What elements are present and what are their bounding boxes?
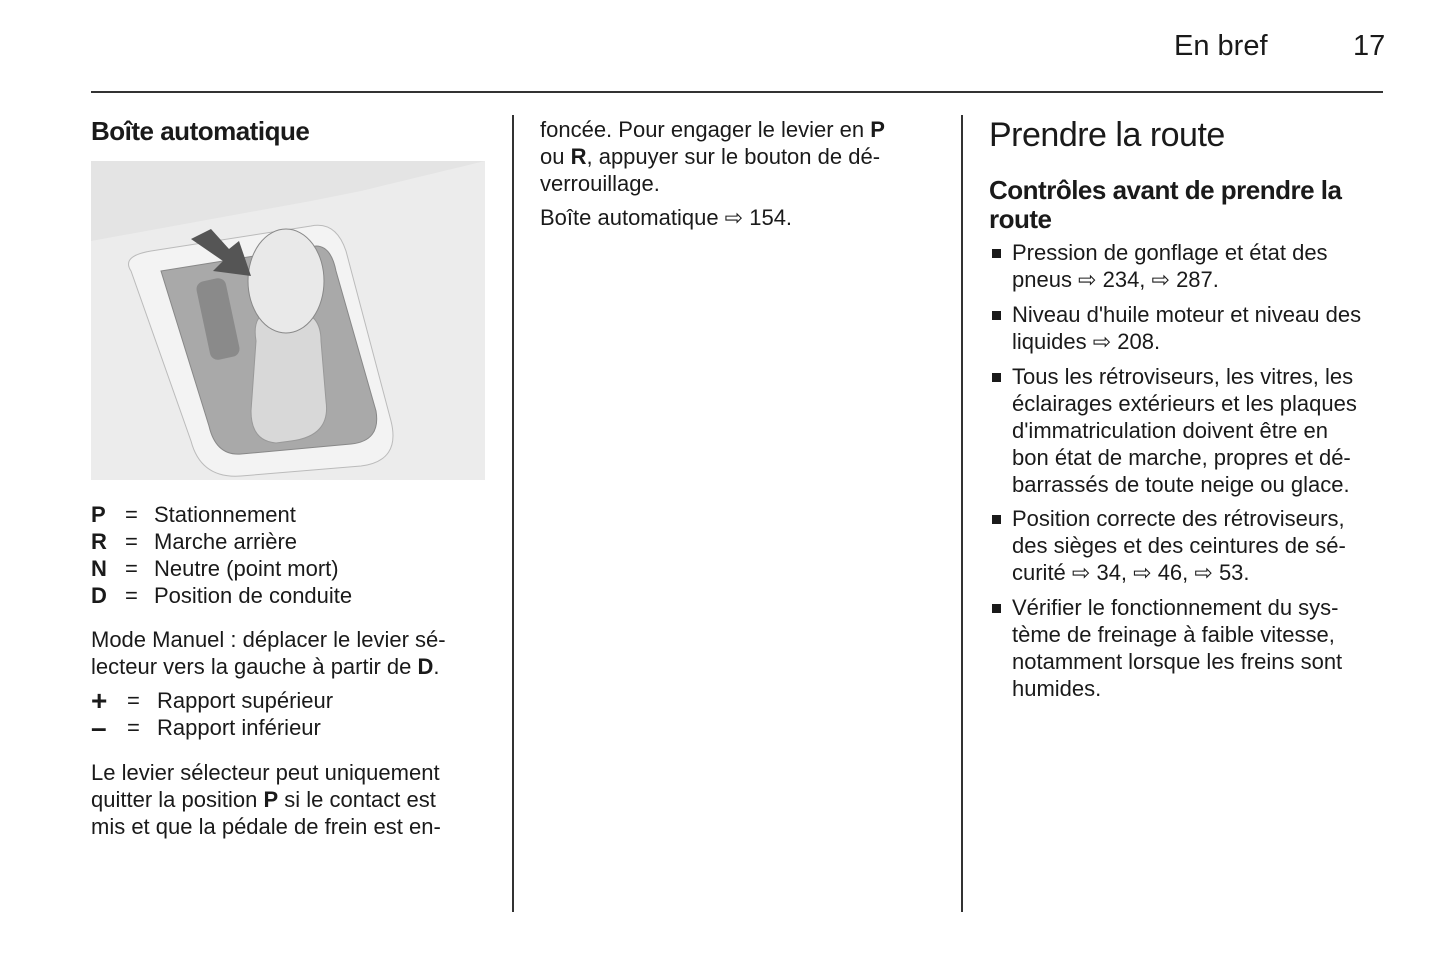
lever-text — [91, 786, 436, 813]
minus-icon: – — [91, 712, 107, 743]
text: foncée. Pour engager le levier en — [540, 117, 871, 142]
checklist-text: d'immatriculation doivent être en — [1012, 418, 1329, 443]
bold-key: P — [263, 787, 279, 812]
text: lecteur vers la gauche à partir de — [91, 654, 418, 679]
page-number: 17 — [1353, 30, 1386, 62]
legend-key: P — [91, 502, 106, 527]
column-divider — [961, 115, 963, 912]
subsection-title: route — [989, 204, 1052, 234]
page-reference-link[interactable]: Boîte automatique ⇨ 154. — [540, 205, 793, 230]
text: quitter la position — [91, 787, 264, 812]
text: , appuyer sur le bouton de dé- — [586, 144, 881, 169]
manual-mode-text: Mode Manuel : déplacer le levier sé- — [91, 627, 446, 652]
checklist-text: tème de freinage à faible vitesse, — [1012, 622, 1335, 647]
legend-eq: = — [125, 502, 138, 527]
lever-text: mis et que la pédale de frein est en- — [91, 814, 441, 839]
checklist-text: Pression de gonflage et état des — [1012, 240, 1328, 265]
chapter-title: Prendre la route — [989, 116, 1225, 154]
checklist-text: bon état de marche, propres et dé- — [1012, 445, 1351, 470]
body-text — [540, 143, 880, 170]
checklist-text: notamment lorsque les freins sont — [1012, 649, 1343, 674]
checklist-text: des sièges et des ceintures de sé- — [1012, 533, 1346, 558]
checklist-text: curité ⇨ 34, ⇨ 46, ⇨ 53. — [1012, 560, 1250, 585]
legend-eq: = — [127, 715, 140, 740]
gear-legend-row — [91, 712, 321, 743]
checklist-text: Vérifier le fonctionnement du sys- — [1012, 595, 1339, 620]
bullet-icon — [992, 604, 1001, 613]
bullet-icon — [992, 311, 1001, 320]
bullet-icon — [992, 249, 1001, 258]
legend-eq: = — [125, 529, 138, 554]
plus-icon: + — [91, 685, 108, 716]
bold-key: P — [870, 117, 885, 142]
legend-label: Position de conduite — [154, 583, 353, 608]
legend-label: Stationnement — [154, 502, 296, 527]
section-heading: Boîte automatique — [91, 116, 310, 146]
checklist-text: barrassés de toute neige ou glace. — [1012, 472, 1350, 497]
checklist-text: Position correcte des rétroviseurs, — [1012, 506, 1345, 531]
checklist-text: Niveau d'huile moteur et niveau des — [1012, 302, 1362, 327]
body-text: verrouillage. — [540, 171, 660, 196]
body-text — [540, 116, 885, 143]
gear-lever-illustration — [91, 161, 485, 480]
section-title: En bref — [1174, 30, 1268, 62]
checklist-text: liquides ⇨ 208. — [1012, 329, 1161, 354]
legend-label: Rapport supérieur — [157, 688, 334, 713]
legend-key: D — [91, 583, 107, 608]
legend-label: Neutre (point mort) — [154, 556, 339, 581]
legend-key: R — [91, 529, 107, 554]
legend-key: N — [91, 556, 107, 581]
legend-label: Rapport inférieur — [157, 715, 321, 740]
manual-mode-text — [91, 653, 440, 680]
text: . — [433, 654, 440, 679]
column-divider — [512, 115, 514, 912]
text: si le contact est — [278, 787, 436, 812]
bullet-icon — [992, 373, 1001, 382]
header-rule — [91, 91, 1383, 93]
legend-eq: = — [125, 556, 138, 581]
checklist-text: Tous les rétroviseurs, les vitres, les — [1012, 364, 1354, 389]
lever-text: Le levier sélecteur peut uniquement — [91, 760, 440, 785]
bold-key: R — [570, 144, 587, 169]
bold-key: D — [417, 654, 434, 679]
bullet-icon — [992, 515, 1001, 524]
legend-eq: = — [125, 583, 138, 608]
checklist-text: éclairages extérieurs et les plaques — [1012, 391, 1357, 416]
checklist-text: pneus ⇨ 234, ⇨ 287. — [1012, 267, 1219, 292]
legend-label: Marche arrière — [154, 529, 298, 554]
legend-eq: = — [127, 688, 140, 713]
checklist-text: humides. — [1012, 676, 1102, 701]
text: ou — [540, 144, 571, 169]
subsection-title: Contrôles avant de prendre la — [989, 175, 1342, 205]
